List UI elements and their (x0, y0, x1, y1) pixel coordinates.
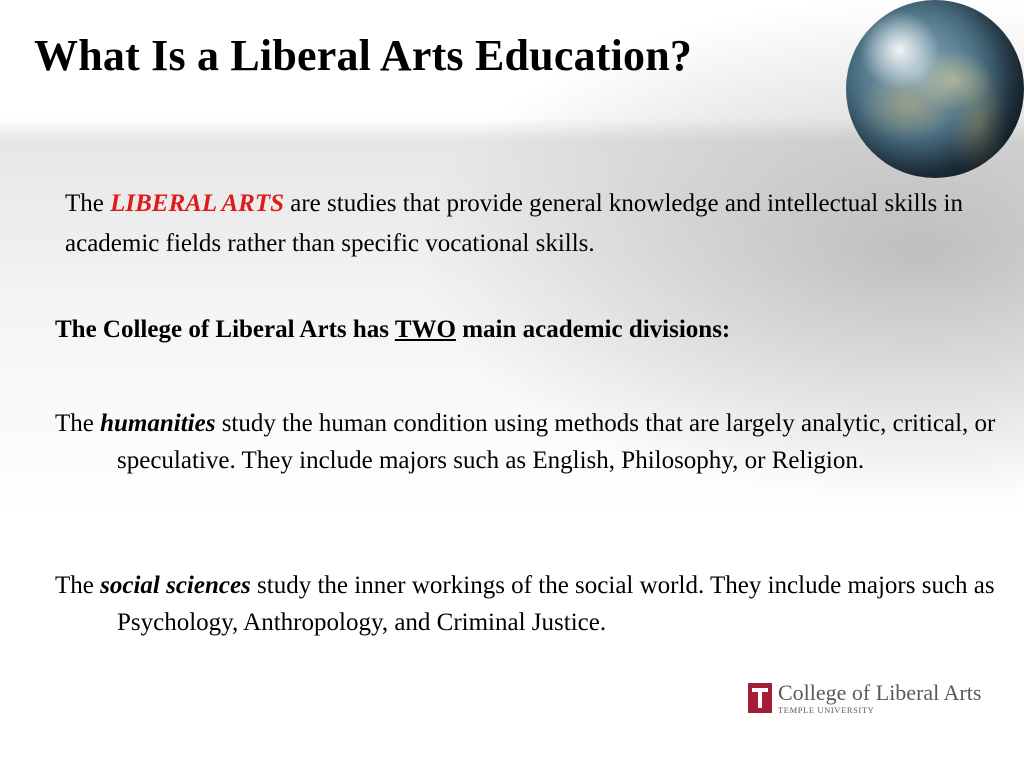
liberal-arts-definition (65, 184, 965, 264)
definition-lead: The (65, 190, 111, 217)
divisions-count: TWO (394, 316, 456, 343)
definition-text: are studies that provide general knowledge and intellectual skills in academic fields rather than specific vocational skills. (65, 190, 963, 257)
temple-t-logo-icon (748, 683, 772, 713)
liberal-arts-term: LIBERAL ARTS (110, 190, 285, 217)
social-sciences-paragraph (55, 567, 1024, 641)
humanities-lead: The (55, 410, 101, 437)
college-logo (748, 682, 981, 715)
social-sciences-text: study the inner workings of the social world. They include majors such as Psychology, Anthropology, and Criminal Justice. (117, 572, 995, 636)
humanities-text: study the human condition using methods that are largely analytic, critical, or speculative. They include majors such as English, Philosophy, or Religion. (117, 410, 996, 474)
humanities-term: humanities (100, 410, 216, 437)
slide-title: What Is a Liberal Arts Education? (34, 31, 693, 80)
logo-university-name: TEMPLE UNIVERSITY (778, 705, 875, 715)
globe-image (846, 0, 1024, 178)
social-sciences-lead: The (55, 572, 101, 599)
divisions-heading (55, 316, 730, 344)
divisions-heading-before: The College of Liberal Arts has (55, 316, 395, 343)
divisions-heading-after: main academic divisions: (455, 316, 731, 343)
social-sciences-term: social sciences (100, 572, 251, 599)
humanities-paragraph (55, 405, 1024, 479)
logo-college-name: College of Liberal Arts (778, 680, 982, 705)
